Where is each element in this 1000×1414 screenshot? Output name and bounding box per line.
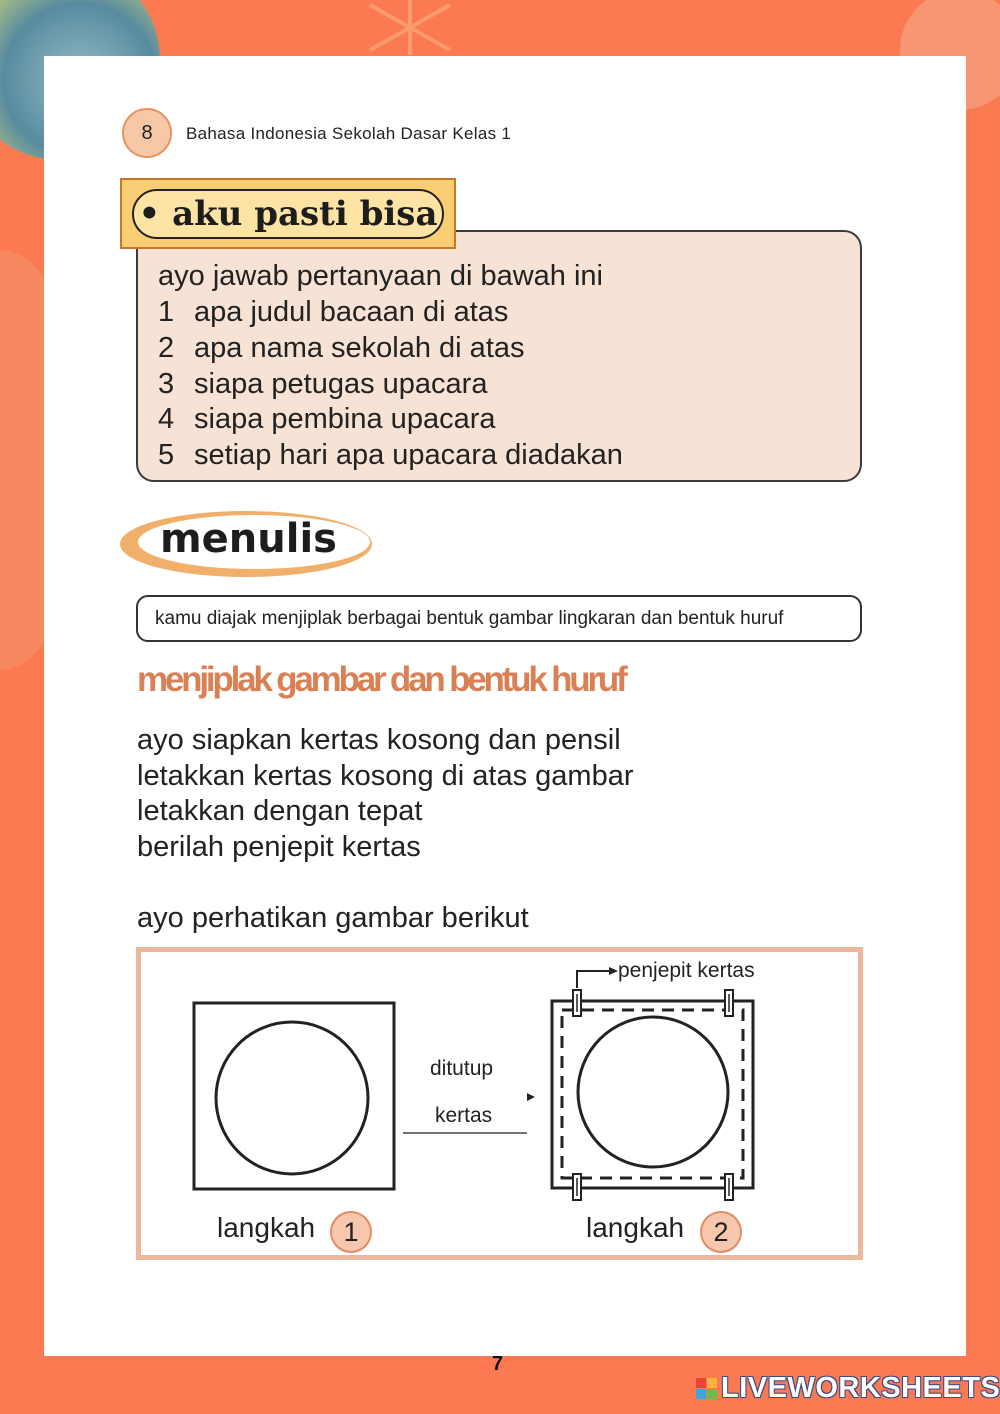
step2-label: langkah	[586, 1212, 685, 1243]
question-item	[158, 439, 623, 472]
instruction-line: letakkan kertas kosong di atas gambar	[137, 760, 634, 792]
question-number: 1	[158, 296, 175, 328]
question-text: siapa petugas upacara	[194, 368, 488, 400]
page-number: 7	[492, 1353, 504, 1375]
instruction-line: berilah penjepit kertas	[137, 831, 421, 863]
question-number: 3	[158, 368, 175, 400]
logo-tiles-icon	[696, 1378, 717, 1399]
question-text: siapa pembina upacara	[194, 403, 496, 435]
step1-square	[194, 1003, 394, 1189]
tracing-figure	[136, 947, 863, 1260]
arrow-label-ditutup: ditutup	[430, 1057, 494, 1080]
paper-outline	[562, 1010, 743, 1178]
step2-square	[552, 1001, 753, 1188]
aku-pasti-bisa-title: • aku pasti bisa	[132, 189, 444, 239]
info-box	[136, 595, 862, 642]
page-number-badge: 8	[122, 108, 172, 158]
paper-clip-icon	[725, 1174, 733, 1200]
step1-circle	[216, 1022, 368, 1174]
question-item	[158, 332, 525, 365]
book-title: Bahasa Indonesia Sekolah Dasar Kelas 1	[186, 124, 512, 143]
step2-number-badge: 2	[700, 1211, 742, 1253]
question-number: 5	[158, 439, 175, 471]
figure-intro: ayo perhatikan gambar berikut	[137, 902, 529, 934]
menulis-heading	[118, 508, 378, 580]
question-item	[158, 296, 508, 329]
star-decoration	[330, 0, 490, 55]
instruction-line: ayo siapkan kertas kosong dan pensil	[137, 724, 621, 756]
paper-clip-icon	[573, 990, 581, 1016]
question-item	[158, 368, 487, 401]
paper-clip-icon	[573, 1174, 581, 1200]
info-text: kamu diajak menjiplak berbagai bentuk gambar lingkaran dan bentuk huruf	[155, 608, 784, 629]
clip-label: penjepit kertas	[618, 959, 755, 982]
section-title: menjiplak gambar dan bentuk huruf	[137, 660, 625, 699]
instruction-line: letakkan dengan tepat	[137, 795, 423, 827]
question-text: apa nama sekolah di atas	[194, 332, 525, 364]
question-number: 2	[158, 332, 175, 364]
question-text: setiap hari apa upacara diadakan	[194, 439, 623, 471]
tracing-diagram	[141, 952, 858, 1255]
question-item	[158, 403, 495, 436]
menulis-title: menulis	[160, 516, 337, 562]
clip-pointer-line	[577, 971, 609, 988]
arrow-label-kertas: kertas	[435, 1104, 493, 1127]
questions-box	[136, 230, 862, 482]
step2-circle	[578, 1017, 728, 1167]
arrow-head	[527, 1093, 535, 1101]
questions-intro: ayo jawab pertanyaan di bawah ini	[158, 260, 603, 292]
step1-label: langkah	[217, 1212, 316, 1243]
step1-number-badge: 1	[330, 1211, 372, 1253]
aku-pasti-bisa-banner	[120, 178, 456, 249]
paper-clip-icon	[725, 990, 733, 1016]
question-text: apa judul bacaan di atas	[194, 296, 509, 328]
clip-pointer-arrow	[609, 967, 618, 975]
question-number: 4	[158, 403, 175, 435]
watermark-text: LIVEWORKSHEETS	[721, 1372, 1000, 1404]
liveworksheets-logo	[696, 1372, 1000, 1405]
